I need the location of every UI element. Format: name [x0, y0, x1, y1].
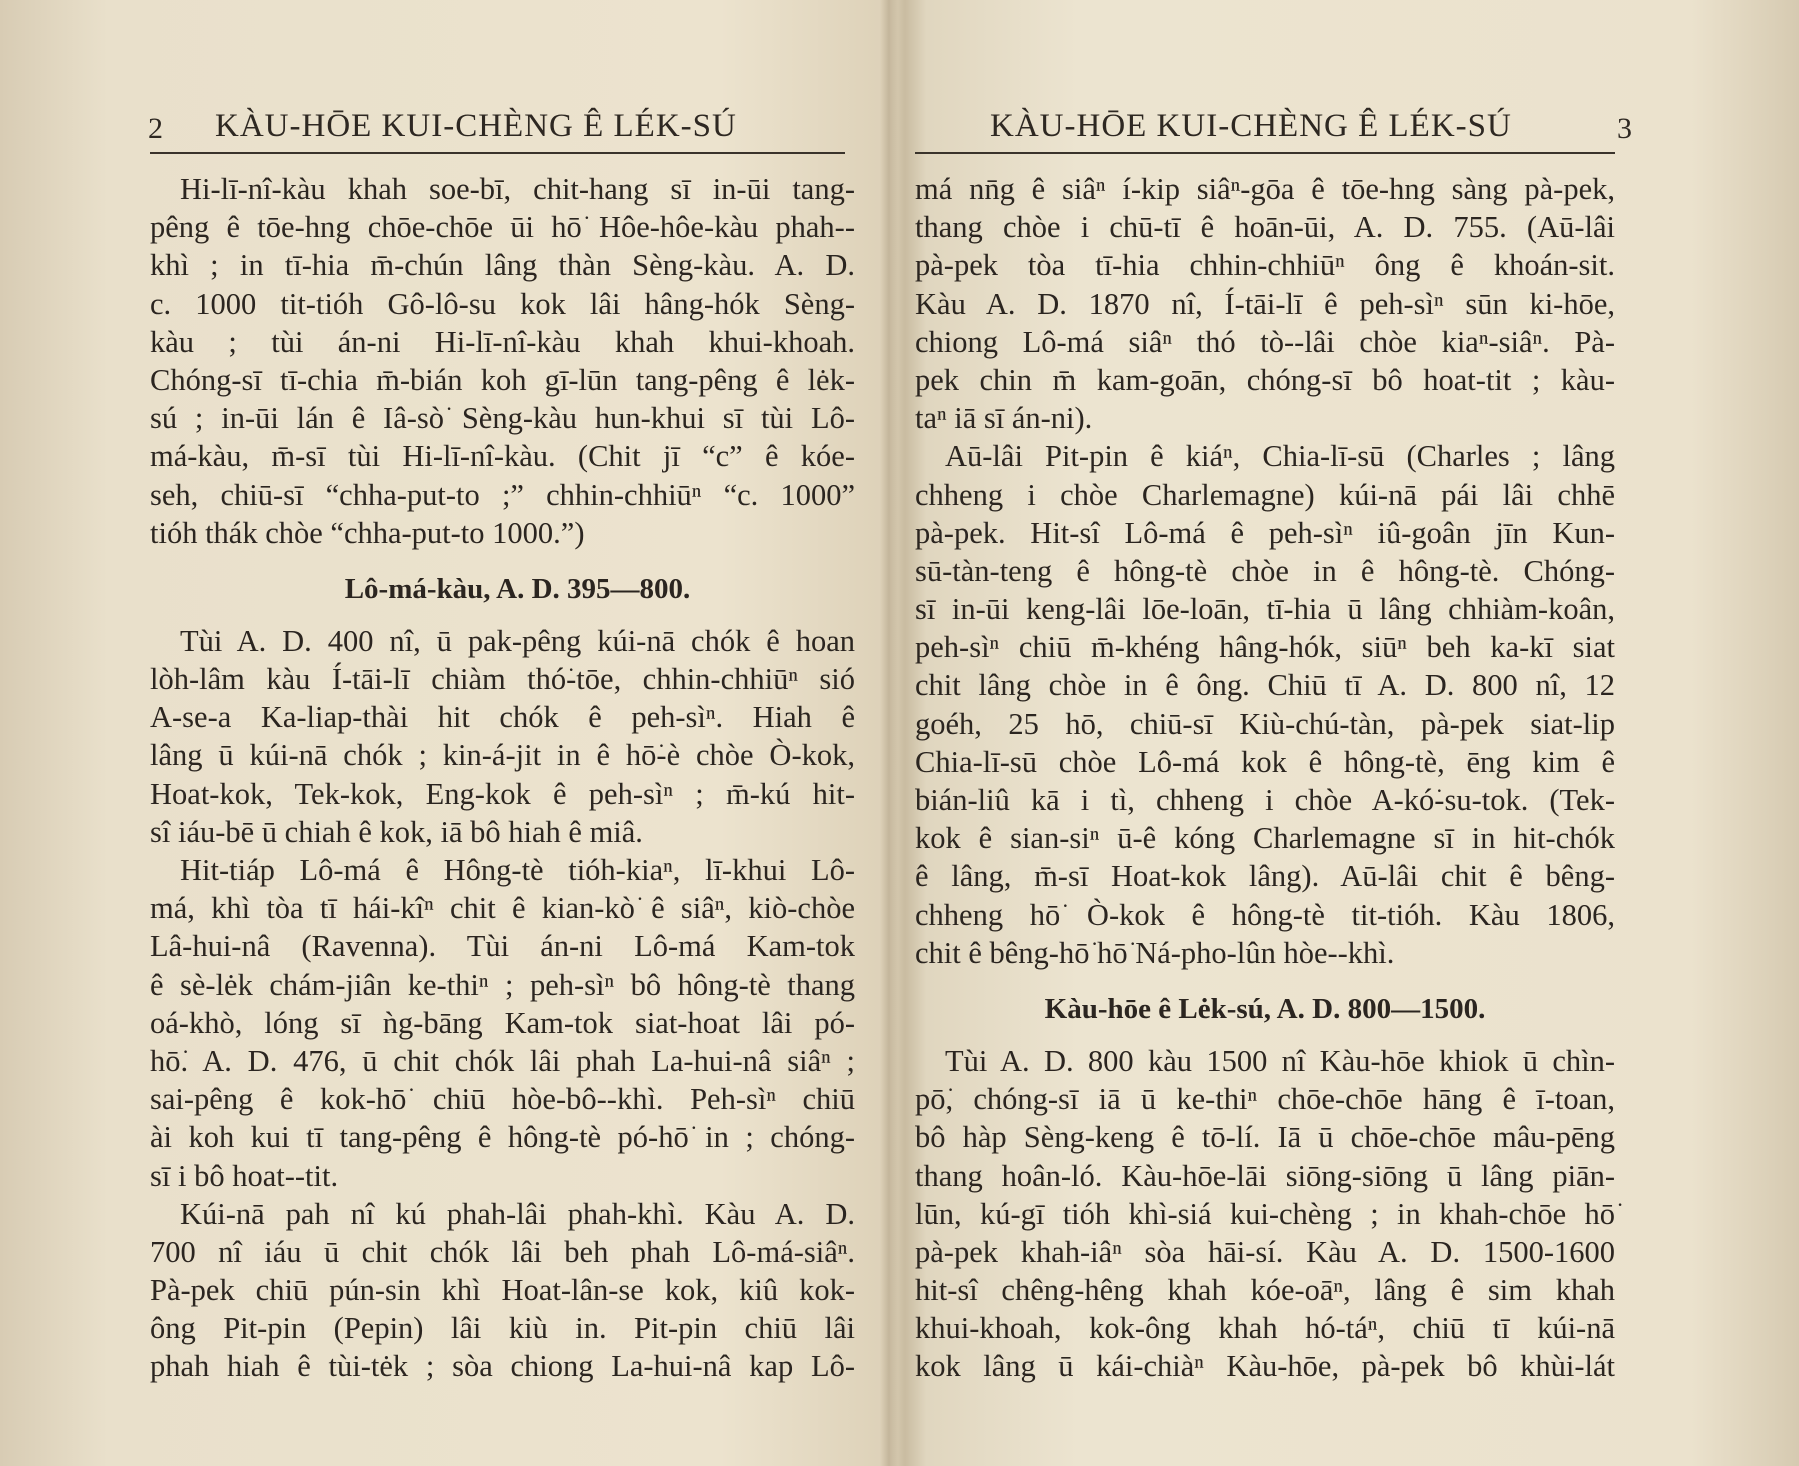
- text-line: sū-tàn-teng ê hông-tè chòe in ê hông-tè. Chóng-: [915, 553, 1615, 588]
- text-line: chit ê bêng-hō͘ hō͘ Ná-pho-lûn hòe--khì.: [915, 935, 1395, 970]
- text-line: Kúi-nā pah nî kú phah-lâi phah-khì. Kàu A. D.: [180, 1196, 855, 1231]
- text-line: lòh-lâm kàu Í-tāi-lī chiàm thó͘-tōe, chhin-chhiūⁿ sió: [150, 662, 855, 697]
- text-line: Tùi A. D. 800 kàu 1500 nî Kàu-hōe khiok ū chìn-: [945, 1043, 1615, 1078]
- book-gutter: [880, 0, 898, 1466]
- text-line: ê sè-lėk chám-jiân ke-thiⁿ ; peh-sìⁿ bô hông-tè thang: [150, 967, 855, 1002]
- text-line: c. 1000 tit-tióh Gô-lô-su kok lâi hâng-hók Sèng-: [150, 286, 855, 321]
- text-line: ê lâng, m̄-sī Hoat-kok lâng). Aū-lâi chit ê bêng-: [915, 859, 1615, 894]
- left-page-body: [150, 170, 855, 1386]
- left-page: [150, 90, 855, 1386]
- text-line: Hoat-kok, Tek-kok, Eng-kok ê peh-sìⁿ ; m̄-kú hit-: [150, 776, 855, 811]
- right-text-after-heading: [915, 1042, 1615, 1386]
- right-section-heading: Kàu-hōe ê Lėk-sú, A. D. 800—1500.: [1044, 992, 1486, 1025]
- left-running-title: KÀU-HŌE KUI-CHÈNG Ê LÉK-SÚ: [215, 108, 737, 144]
- text-line: peh-sìⁿ chiū m̄-khéng hâng-hók, siūⁿ beh ka-kī siat: [915, 630, 1615, 665]
- text-line: chheng i chòe Charlemagne) kúi-nā pái lâi chhē: [915, 477, 1615, 512]
- text-line: kok lâng ū kái-chiàⁿ Kàu-hōe, pà-pek bô khùi-lát: [915, 1349, 1615, 1384]
- text-line: sú ; in-ūi lán ê Iâ-sò͘ Sèng-kàu hun-khui sī tùi Lô-: [150, 401, 855, 436]
- left-text-before-heading: [150, 170, 855, 552]
- text-line: oá-khò, lóng sī ǹg-bāng Kam-tok siat-hoat lâi pó-: [150, 1005, 855, 1040]
- left-header-rule: [150, 152, 845, 154]
- right-page-number: 3: [1617, 112, 1633, 145]
- text-line: Kàu A. D. 1870 nî, Í-tāi-lī ê peh-sìⁿ sūn ki-hōe,: [915, 286, 1615, 321]
- text-line: Hit-tiáp Lô-má ê Hông-tè tióh-kiaⁿ, lī-khui Lô-: [180, 853, 855, 887]
- text-line: kok ê sian-siⁿ ū-ê kóng Charlemagne sī in hit-chók: [915, 821, 1615, 856]
- text-line: hit-sî chêng-hêng khah kóe-oāⁿ, lâng ê sim khah: [915, 1273, 1615, 1308]
- text-line: Chia-lī-sū chòe Lô-má kok ê hông-tè, ēng kim ê: [915, 744, 1615, 779]
- text-line: lâng ū kúi-nā chók ; kin-á-jit in ê hō͘-è chòe Ò-kok,: [150, 738, 855, 773]
- left-page-number: 2: [148, 112, 164, 145]
- text-line: sī in-ūi keng-lâi lōe-loān, tī-hia ū lâng chhiàm-koân,: [915, 592, 1615, 627]
- left-text-after-heading: [150, 622, 855, 1386]
- text-line: chit lâng chòe in ê ông. Chiū tī A. D. 800 nî, 12: [915, 668, 1615, 703]
- left-section-heading: Lô-má-kàu, A. D. 395—800.: [344, 572, 691, 605]
- text-line: pek chin m̄ kam-goān, chóng-sī bô hoat-tit ; kàu-: [915, 362, 1615, 397]
- text-line: pō͘, chóng-sī iā ū ke-thiⁿ chōe-chōe hāng ê ī-toan,: [915, 1082, 1615, 1117]
- text-line: khui-khoah, kok-ông khah hó-táⁿ, chiū tī kúi-nā: [915, 1311, 1615, 1346]
- left-page-header: [150, 90, 855, 152]
- text-line: bián-liû kā i tì, chheng i chòe A-kó͘-su-tok. (Tek-: [915, 783, 1615, 817]
- right-page: [915, 90, 1633, 1386]
- text-line: thang chòe i chū-tī ê hoān-ūi, A. D. 755. (Aū-lâi: [915, 210, 1615, 245]
- text-line: A-se-a Ka-liap-thài hit chók ê peh-sìⁿ. Hiah ê: [150, 700, 855, 735]
- text-line: Chóng-sī tī-chia m̄-bián koh gī-lūn tang-pêng ê lėk-: [150, 362, 855, 397]
- text-line: thang hoân-ló. Kàu-hōe-lāi siōng-siōng ū lâng piān-: [915, 1158, 1615, 1193]
- text-line: ài koh kui tī tang-pêng ê hông-tè pó-hō͘ in ; chóng-: [150, 1120, 855, 1155]
- text-line: chiong Lô-má siâⁿ thó tò--lâi chòe kiaⁿ-siâⁿ. Pà-: [915, 324, 1615, 359]
- text-line: phah hiah ê tùi-tėk ; sòa chiong La-hui-nâ kap Lô-: [150, 1349, 855, 1384]
- text-line: pà-pek khah-iâⁿ sòa hāi-sí. Kàu A. D. 1500-1600: [915, 1234, 1615, 1269]
- text-line: khì ; in tī-hia m̄-chún lâng thàn Sèng-kàu. A. D.: [150, 248, 855, 283]
- text-line: má-kàu, m̄-sī tùi Hi-lī-nî-kàu. (Chit jī “c” ê kóe-: [150, 439, 855, 474]
- text-line: Aū-lâi Pit-pin ê kiáⁿ, Chia-lī-sū (Charles ; lâng: [945, 439, 1615, 474]
- text-line: tióh thák chòe “chha-put-to 1000.”): [150, 515, 585, 550]
- right-text-before-heading: [915, 170, 1615, 972]
- text-line: lūn, kú-gī tióh khì-siá kui-chèng ; in khah-chōe hō͘: [915, 1196, 1615, 1231]
- right-running-title: KÀU-HŌE KUI-CHÈNG Ê LÉK-SÚ: [990, 108, 1512, 144]
- right-page-body: [915, 170, 1615, 1386]
- text-line: chheng hō͘ Ò-kok ê hông-tè tit-tióh. Kàu 1806,: [915, 897, 1615, 932]
- text-line: sai-pêng ê kok-hō͘ chiū hòe-bô--khì. Peh-sìⁿ chiū: [150, 1082, 855, 1117]
- text-line: pêng ê tōe-hng chōe-chōe ūi hō͘ Hôe-hôe-kàu phah--: [150, 210, 855, 245]
- text-line: pà-pek tòa tī-hia chhin-chhiūⁿ ông ê khoán-sit.: [915, 248, 1615, 283]
- text-line: Lâ-hui-nâ (Ravenna). Tùi án-ni Lô-má Kam-tok: [150, 929, 855, 964]
- text-line: bô hàp Sèng-keng ê tō-lí. Iā ū chōe-chōe mâu-pēng: [915, 1120, 1615, 1155]
- text-line: Pà-pek chiū pún-sin khì Hoat-lân-se kok, kiû kok-: [150, 1273, 855, 1308]
- text-line: 700 nî iáu ū chit chók lâi beh phah Lô-má-siâⁿ.: [150, 1234, 855, 1269]
- text-line: Tùi A. D. 400 nî, ū pak-pêng kúi-nā chók ê hoan: [180, 623, 855, 658]
- text-line: seh, chiū-sī “chha-put-to ;” chhin-chhiūⁿ “c. 1000”: [150, 477, 855, 512]
- text-line: sī i bô hoat--tit.: [150, 1158, 339, 1193]
- text-line: sî iáu-bē ū chiah ê kok, iā bô hiah ê miâ.: [150, 814, 643, 849]
- text-line: kàu ; tùi án-ni Hi-lī-nî-kàu khah khui-khoah.: [150, 324, 855, 359]
- text-line: taⁿ iā sī án-ni).: [915, 401, 1093, 436]
- text-line: Hi-lī-nî-kàu khah soe-bī, chit-hang sī in-ūi tang-: [180, 172, 855, 206]
- text-line: goéh, 25 hō, chiū-sī Kiù-chú-tàn, pà-pek siat-lip: [915, 706, 1615, 741]
- text-line: má, khì tòa tī hái-kîⁿ chit ê kian-kò͘ ê siâⁿ, kiò-chòe: [150, 891, 855, 926]
- text-line: ông Pit-pin (Pepin) lâi kiù in. Pit-pin chiū lâi: [150, 1311, 855, 1346]
- right-page-header: [915, 90, 1633, 152]
- text-line: pà-pek. Hit-sî Lô-má ê peh-sìⁿ iû-goân jīn Kun-: [915, 515, 1615, 550]
- right-header-rule: [915, 152, 1615, 154]
- text-line: hō͘. A. D. 476, ū chit chók lâi phah La-hui-nâ siâⁿ ;: [150, 1043, 855, 1078]
- text-line: má nn̄g ê siâⁿ í-kip siâⁿ-gōa ê tōe-hng sàng pà-pek,: [915, 172, 1615, 206]
